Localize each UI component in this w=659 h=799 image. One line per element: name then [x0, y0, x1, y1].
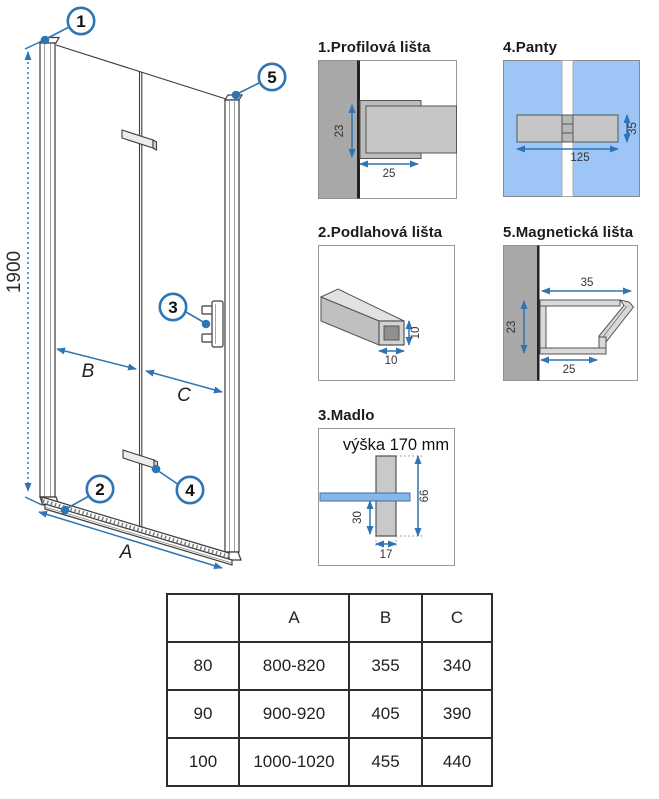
dim-label-c: C: [177, 385, 191, 406]
callout-5: [232, 64, 285, 99]
callout-1: [41, 8, 95, 45]
table-header-a: A: [239, 594, 349, 642]
table-cell-b: 455: [349, 738, 422, 786]
size-table: [166, 593, 493, 787]
callout-5-number: 5: [267, 68, 277, 87]
table-cell-b: 355: [349, 642, 422, 690]
detail-panty-title: 4.Panty: [503, 39, 558, 56]
table-header-c: C: [422, 594, 492, 642]
callout-1-number: 1: [76, 12, 86, 31]
table-cell-size: 90: [167, 690, 239, 738]
door-diagram-drawing: [0, 0, 310, 590]
table-cell-c: 390: [422, 690, 492, 738]
wall-face: [537, 246, 540, 381]
table-cell-size: 100: [167, 738, 239, 786]
callout-2-number: 2: [95, 480, 105, 499]
dim-label-25: 25: [562, 364, 576, 376]
dim-label-30: 30: [352, 511, 364, 524]
table-cell-a: 1000-1020: [239, 738, 349, 786]
table-cell-a: 800-820: [239, 642, 349, 690]
table-row: [167, 690, 492, 738]
dim-height-1900: [4, 41, 42, 505]
table-cell-size: 80: [167, 642, 239, 690]
dim-label-a: A: [119, 542, 133, 563]
table-header-row: [167, 594, 492, 642]
dim-label-23: 23: [334, 124, 346, 138]
dim-a: [39, 512, 222, 568]
dim-label-35: 35: [627, 122, 639, 135]
callout-4: [152, 465, 204, 503]
glass-strip: [320, 493, 410, 501]
detail-magneticka: [503, 224, 638, 381]
detail-profilova-drawing: [318, 60, 457, 199]
madlo-subtitle: výška 170 mm: [342, 436, 450, 454]
dim-label-17: 17: [379, 549, 393, 561]
door-diagram: [0, 0, 310, 590]
table-row: [167, 642, 492, 690]
hinge-knuckle: [562, 115, 573, 142]
detail-profilova: [318, 39, 457, 199]
detail-madlo: [318, 407, 455, 566]
glass-panel: [364, 106, 457, 153]
glass-top-edge: [56, 45, 226, 99]
dim-label-1900: 1900: [4, 250, 25, 294]
detail-magneticka-drawing: [503, 245, 638, 381]
detail-panty: [503, 39, 640, 197]
dim-label-10v: 10: [410, 326, 422, 340]
table-row: [167, 738, 492, 786]
detail-magneticka-title: 5.Magnetická lišta: [503, 224, 634, 241]
dim-label-66: 66: [419, 489, 431, 503]
dim-label-10h: 10: [384, 355, 398, 367]
dim-label-25: 25: [382, 168, 396, 180]
callout-3-number: 3: [168, 298, 178, 317]
detail-madlo-drawing: [318, 428, 455, 566]
detail-podlahova: [318, 224, 455, 381]
detail-podlahova-title: 2.Podlahová lišta: [318, 224, 443, 241]
table-header-empty: [167, 594, 239, 642]
detail-madlo-title: 3.Madlo: [318, 407, 375, 424]
detail-panty-drawing: [503, 60, 640, 197]
table-cell-c: 340: [422, 642, 492, 690]
detail-profilova-title: 1.Profilová lišta: [318, 39, 431, 56]
dim-label-125: 125: [570, 152, 590, 164]
left-wall-profile: [40, 38, 59, 506]
dim-label-b: B: [81, 361, 95, 382]
table-cell-b: 405: [349, 690, 422, 738]
dim-c: [146, 371, 222, 406]
callout-4-number: 4: [185, 481, 195, 500]
table-header-b: B: [349, 594, 422, 642]
right-magnetic-profile: [222, 95, 242, 560]
wall: [504, 246, 538, 381]
table-cell-a: 900-920: [239, 690, 349, 738]
dim-b: [57, 349, 136, 382]
callout-2: [61, 476, 114, 515]
detail-podlahova-drawing: [318, 245, 455, 381]
table-cell-c: 440: [422, 738, 492, 786]
dim-label-23: 23: [506, 320, 518, 334]
dim-label-35: 35: [580, 277, 594, 289]
